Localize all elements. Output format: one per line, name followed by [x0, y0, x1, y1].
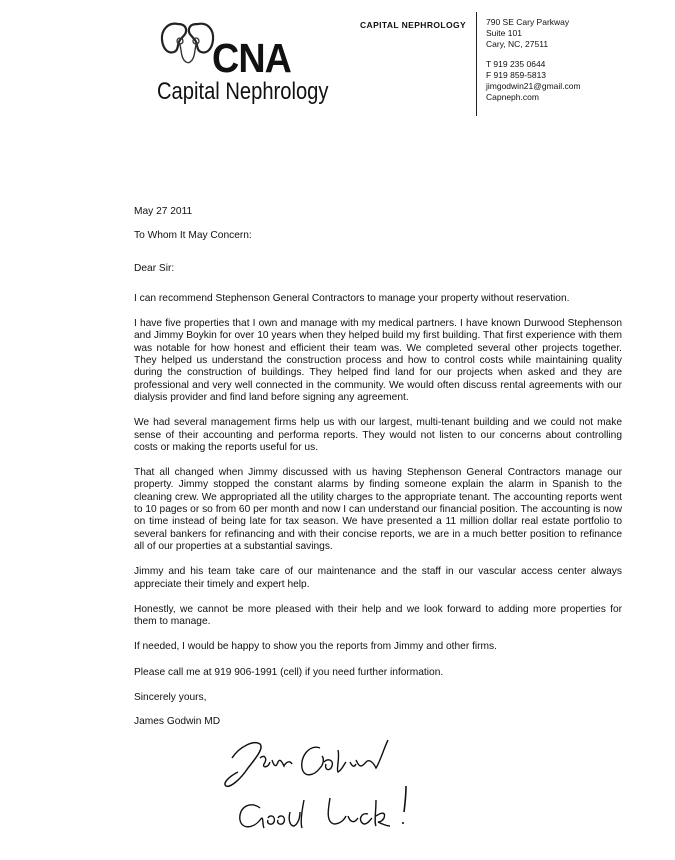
kidney-logo-icon: [156, 18, 216, 74]
logo-company-name: Capital Nephrology: [157, 78, 329, 105]
letter-paragraph: Honestly, we cannot be more pleased with their help and we look forward to adding more properties for them to manage.: [134, 603, 622, 628]
letter-paragraph: I can recommend Stephenson General Contractors to manage your property without reservation.: [134, 292, 570, 304]
email-address: jimgodwin21@gmail.com: [486, 81, 581, 91]
fax-number: F 919 859-5813: [486, 70, 547, 80]
letter-recipient: To Whom It May Concern:: [134, 230, 252, 242]
header-divider: [476, 12, 477, 116]
phone-number: T 919 235 0644: [486, 59, 546, 69]
address-block: [486, 17, 581, 103]
signature-area: [220, 728, 440, 838]
letter-paragraph: We had several management firms help us with our largest, multi-tenant building and we could not make sense of their accounting and performa reports. They would not listen to our concerns about controlling costs or making the reports useful for us.: [134, 417, 622, 453]
company-logo: [156, 18, 341, 113]
address-suite: Suite 101: [486, 28, 522, 38]
handwritten-signature: [220, 728, 440, 838]
letter-paragraph: I have five properties that I own and manage with my medical partners. I have known Durwood Stephenson and Jimmy Boykin for over 10 years when they helped build my first building. That first experience with them was notable for how honest and efficient their team was. We completed several other projects together. They helped us understand the construction process and how to control costs while maintaining quality during the construction of buildings. They helped find land for our projects when asked and they are professional and very well connected in the community. We would often discuss rental agreements with our dialysis provider and find land before signing any agreement.: [134, 318, 622, 403]
letter-date: May 27 2011: [134, 206, 193, 217]
logo-cna-text: CNA: [212, 35, 291, 81]
letter-closing: Sincerely yours,: [134, 692, 207, 704]
signer-name: James Godwin MD: [134, 716, 221, 728]
letter-paragraph: Please call me at 919 906-1991 (cell) if you need further information.: [134, 666, 444, 678]
letter-salutation: Dear Sir:: [134, 262, 175, 274]
company-name-header: CAPITAL NEPHROLOGY: [360, 20, 467, 30]
address-street: 790 SE Cary Parkway: [486, 17, 570, 27]
website: Capneph.com: [486, 92, 539, 102]
letter-paragraph: If needed, I would be happy to show you the reports from Jimmy and other firms.: [134, 641, 497, 653]
letter-paragraph: That all changed when Jimmy discussed with us having Stephenson General Contractors manage our property. Jimmy stopped the constant alarms by finding someone explain the alarm in Spanish to the cleaning crew. We appropriated all the utility charges to the appropriate tenant. The accounting reports went to 10 pages or so from 60 per month and now I can understand our financial position. The accounting is now on time instead of being late for tax season. We have presented a 11 million dollar real estate portfolio to several bankers for refinancing and with their concise reports, we are in a much better position to refinance all of our properties at a substantial savings.: [134, 467, 622, 552]
letter-paragraph: Jimmy and his team take care of our maintenance and the staff in our vascular access center always appreciate their timely and expert help.: [134, 566, 622, 590]
letterhead: [0, 0, 675, 120]
address-city: Cary, NC, 27511: [486, 39, 549, 49]
letter-body: [134, 206, 622, 729]
